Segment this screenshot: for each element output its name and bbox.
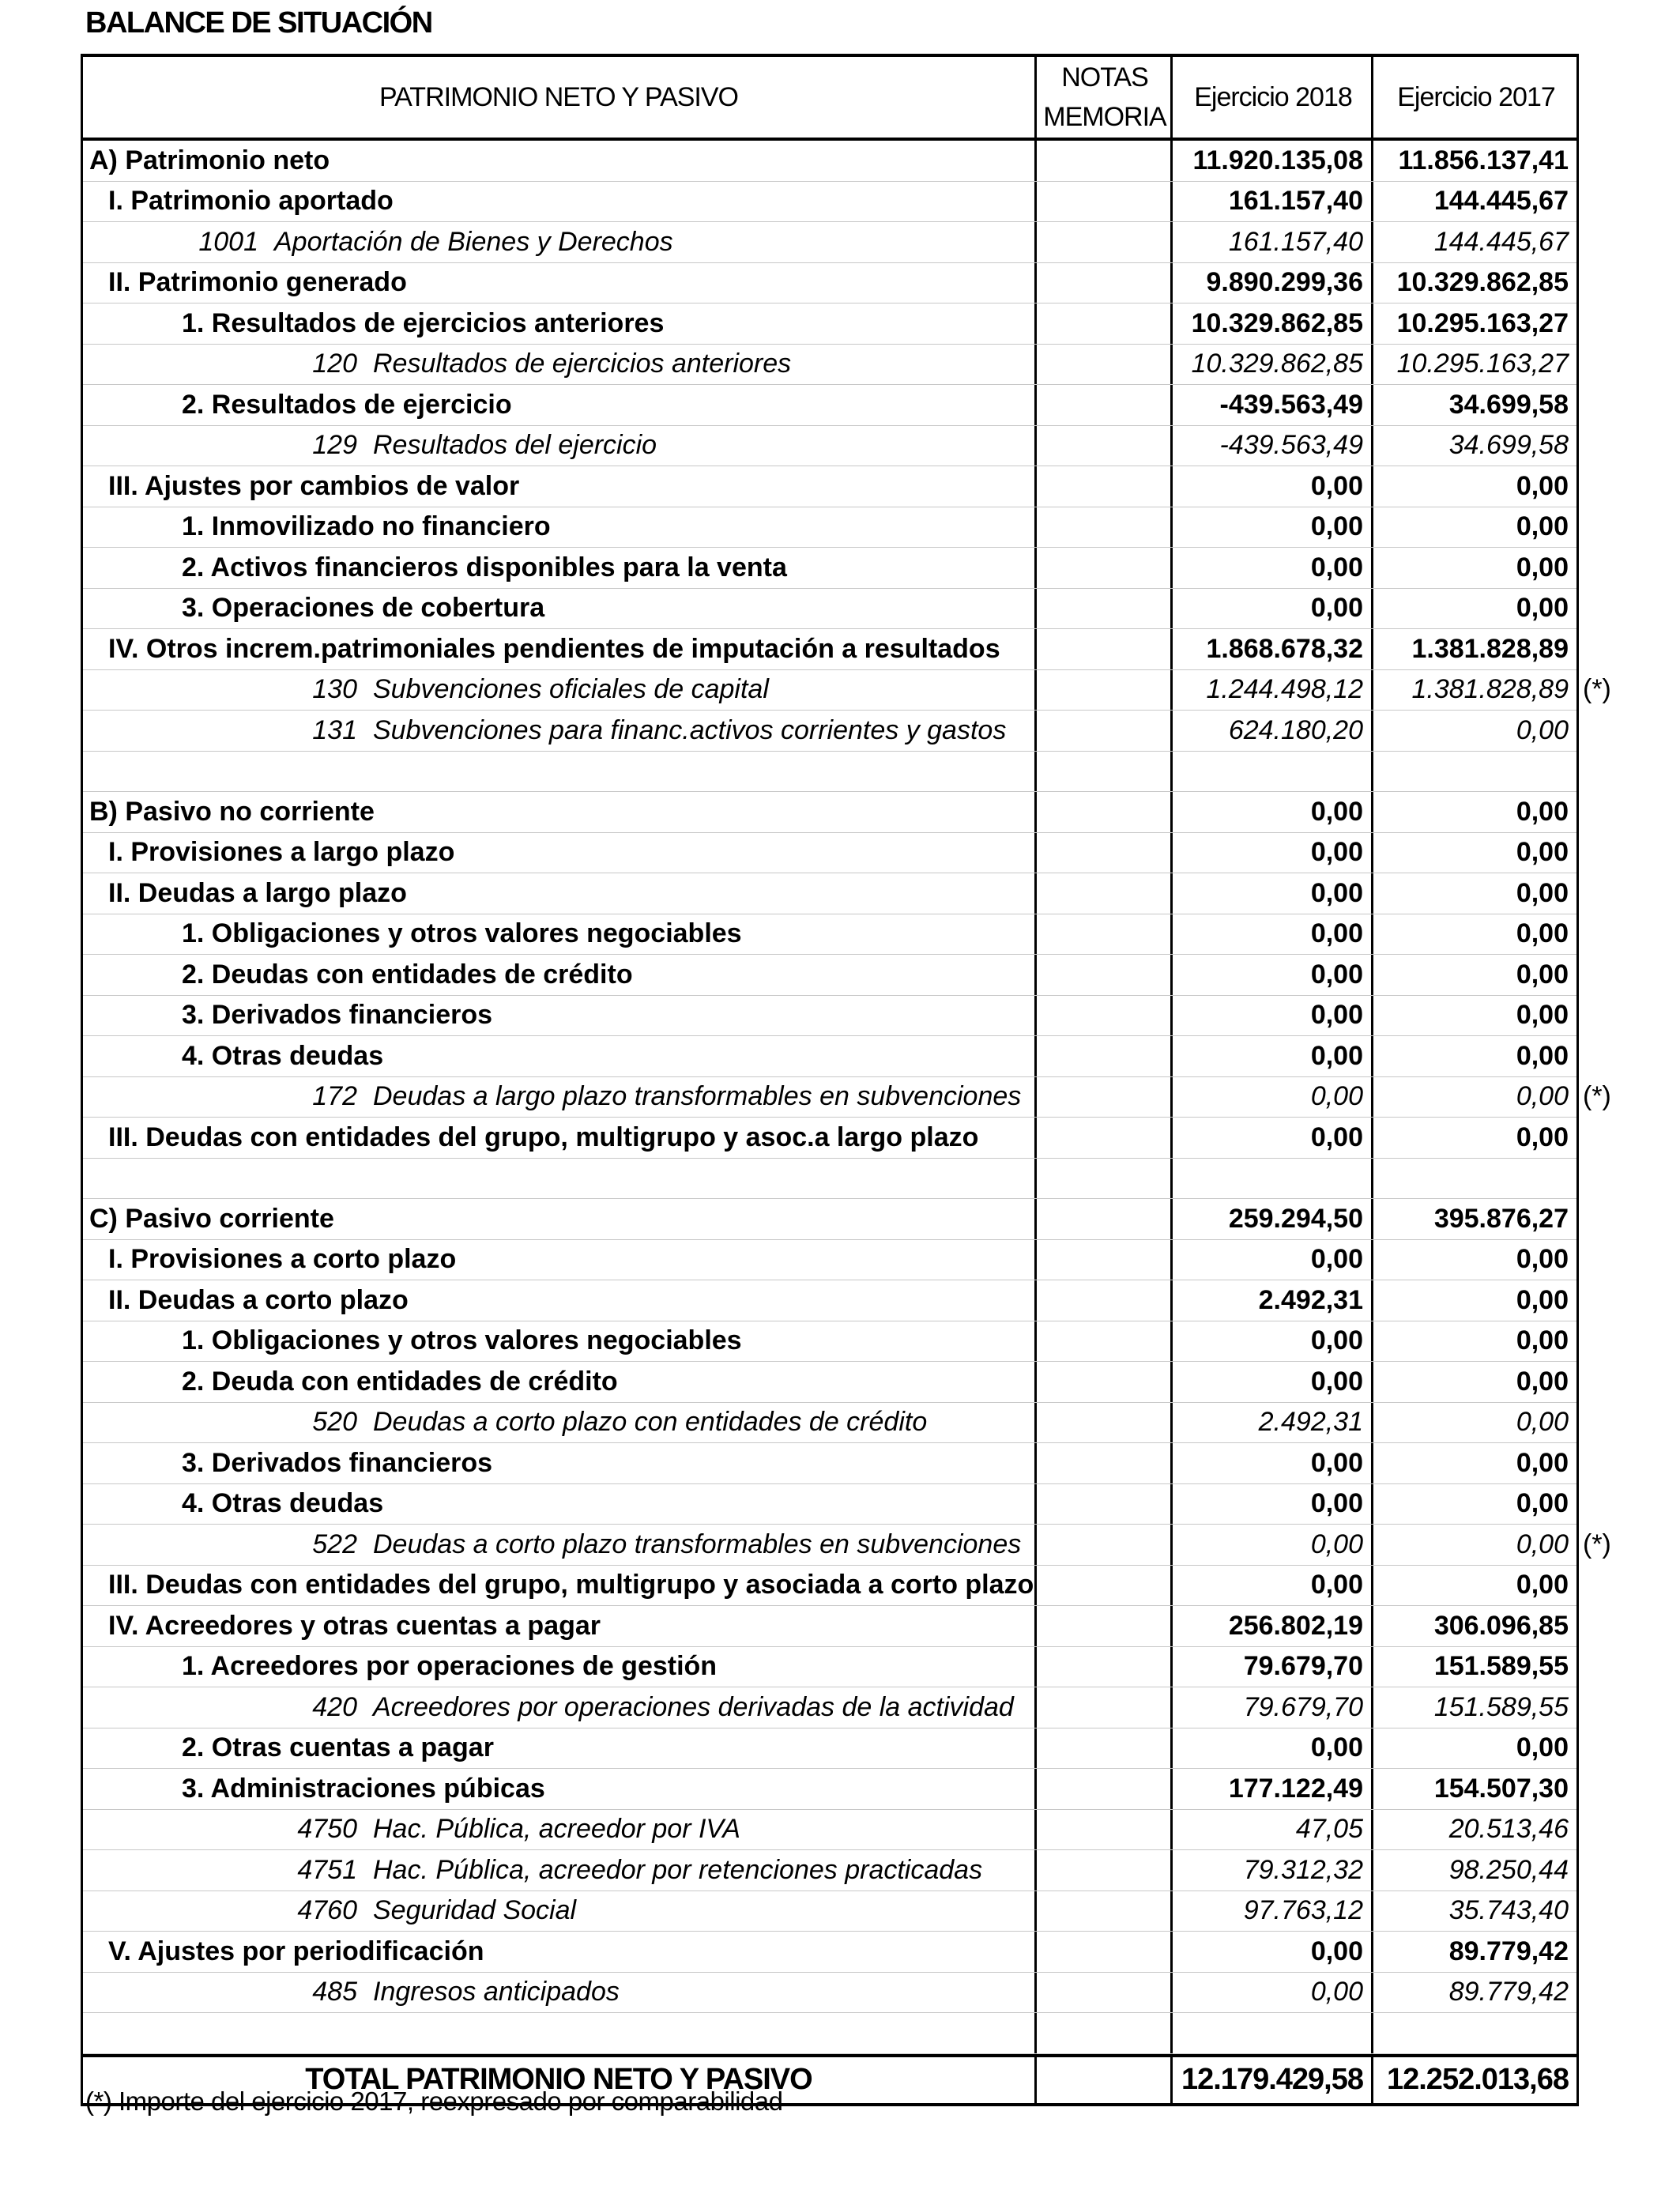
row-label: Hac. Pública, acreedor por IVA	[373, 1814, 740, 1845]
row-label: 2. Resultados de ejercicio	[182, 389, 512, 420]
row-label: III. Deudas con entidades del grupo, multigrupo y asoc.a largo plazo	[108, 1122, 979, 1152]
value-2017: 98.250,44	[1448, 1854, 1569, 1885]
account-code: 520	[312, 1407, 357, 1438]
table-row	[83, 833, 1576, 874]
table-row	[83, 1484, 1576, 1525]
value-2018: 0,00	[1310, 1732, 1363, 1763]
table-row	[83, 1769, 1576, 1810]
value-2018: 0,00	[1310, 1488, 1363, 1519]
header-ejercicio-2018: Ejercicio 2018	[1170, 57, 1373, 138]
table-row	[83, 548, 1576, 589]
row-label: 2. Otras cuentas a pagar	[182, 1732, 494, 1763]
table-row	[83, 955, 1576, 996]
value-2018: 11.920.135,08	[1192, 145, 1363, 175]
row-label: 3. Operaciones de cobertura	[182, 593, 545, 624]
balance-table	[81, 54, 1611, 2106]
value-2017: 0,00	[1516, 1488, 1569, 1519]
table-row	[83, 1443, 1576, 1484]
row-label: Hac. Pública, acreedor por retenciones practicadas	[373, 1854, 983, 1885]
value-2018: 0,00	[1310, 959, 1363, 990]
value-2018: 0,00	[1310, 796, 1363, 827]
table-row	[83, 1280, 1576, 1321]
row-label: IV. Acreedores y otras cuentas a pagar	[108, 1610, 601, 1641]
table-row	[83, 1036, 1576, 1077]
table-row	[83, 873, 1576, 914]
value-2018: 0,00	[1310, 877, 1363, 908]
table-row	[83, 589, 1576, 630]
row-label: I. Provisiones a largo plazo	[108, 837, 455, 868]
value-2018: 0,00	[1310, 1040, 1363, 1071]
document-title: BALANCE DE SITUACIÓN	[85, 6, 432, 40]
value-2018: 2.492,31	[1258, 1284, 1363, 1315]
value-2017: 0,00	[1516, 1081, 1569, 1112]
value-2017: 0,00	[1516, 959, 1569, 990]
total-2018: 12.179.429,58	[1181, 2063, 1363, 2096]
row-label: 1. Obligaciones y otros valores negociables	[182, 918, 742, 949]
row-label: V. Ajustes por periodificación	[108, 1936, 484, 1966]
table-row	[83, 1850, 1576, 1891]
table-row	[83, 1240, 1576, 1281]
row-label: 4. Otras deudas	[182, 1488, 384, 1519]
total-label: TOTAL PATRIMONIO NETO Y PASIVO	[305, 2063, 812, 2096]
value-2017: 0,00	[1516, 1040, 1569, 1071]
restated-note-marker: (*)	[1583, 1529, 1611, 1559]
restated-note-marker: (*)	[1583, 674, 1611, 705]
table-row	[83, 1973, 1576, 2014]
value-2018: 0,00	[1310, 1570, 1363, 1600]
header-ejercicio-2017: Ejercicio 2017	[1371, 57, 1579, 138]
value-2017: 1.381.828,89	[1411, 674, 1569, 705]
value-2017: 151.589,55	[1433, 1651, 1569, 1682]
row-label: I. Patrimonio aportado	[108, 186, 394, 217]
table-header	[83, 57, 1576, 141]
row-label: Deudas a corto plazo transformables en subvenciones	[373, 1529, 1022, 1559]
value-2017: 10.329.862,85	[1396, 267, 1569, 298]
row-label: II. Deudas a largo plazo	[108, 877, 407, 908]
row-label: C) Pasivo corriente	[89, 1203, 334, 1234]
value-2017: 151.589,55	[1433, 1691, 1569, 1722]
account-code: 522	[312, 1529, 357, 1559]
value-2018: 0,00	[1310, 837, 1363, 868]
row-label: Resultados del ejercicio	[373, 430, 657, 461]
value-2018: 0,00	[1310, 1244, 1363, 1275]
row-label: B) Pasivo no corriente	[89, 796, 375, 827]
row-label: 2. Activos financieros disponibles para la venta	[182, 552, 787, 582]
value-2017: 35.743,40	[1448, 1895, 1569, 1926]
header-notas-memoria	[1034, 57, 1173, 138]
table-row	[83, 996, 1576, 1037]
value-2018: 0,00	[1310, 1081, 1363, 1112]
value-2017: 0,00	[1516, 1366, 1569, 1397]
value-2018: 259.294,50	[1228, 1203, 1363, 1234]
value-2017: 0,00	[1516, 1732, 1569, 1763]
table-row	[83, 629, 1576, 670]
account-code: 129	[312, 430, 357, 461]
account-code: 120	[312, 349, 357, 379]
table-row	[83, 222, 1576, 263]
account-code: 4760	[297, 1895, 357, 1926]
account-code: 4750	[297, 1814, 357, 1845]
row-label: II. Deudas a corto plazo	[108, 1284, 409, 1315]
table-row	[83, 1199, 1576, 1240]
value-2018: 0,00	[1310, 593, 1363, 624]
value-2017: 0,00	[1516, 1000, 1569, 1031]
value-2017: 11.856.137,41	[1398, 145, 1569, 175]
table-row	[83, 426, 1576, 467]
table-row	[83, 1077, 1611, 1118]
header-patrimonio: PATRIMONIO NETO Y PASIVO	[379, 82, 738, 112]
row-label: III. Ajustes por cambios de valor	[108, 470, 520, 501]
value-2017: 0,00	[1516, 552, 1569, 582]
row-label: Subvenciones oficiales de capital	[373, 674, 769, 705]
value-2017: 0,00	[1516, 1284, 1569, 1315]
account-code: 4751	[297, 1854, 357, 1885]
value-2017: 395.876,27	[1433, 1203, 1569, 1234]
table-row	[83, 1810, 1576, 1851]
row-label: 2. Deuda con entidades de crédito	[182, 1366, 618, 1397]
value-2018: 0,00	[1310, 918, 1363, 949]
value-2018: 0,00	[1310, 1122, 1363, 1152]
value-2018: 0,00	[1310, 1325, 1363, 1356]
value-2017: 0,00	[1516, 837, 1569, 868]
footnote: (*) Importe del ejercicio 2017, reexpresado por comparabilidad	[85, 2087, 783, 2116]
table-row	[83, 1728, 1576, 1770]
row-label: 2. Deudas con entidades de crédito	[182, 959, 633, 990]
value-2017: 34.699,58	[1448, 389, 1569, 420]
value-2018: 1.868.678,32	[1206, 633, 1363, 664]
table-row	[83, 1687, 1576, 1728]
value-2018: 97.763,12	[1243, 1895, 1363, 1926]
row-label: 1. Acreedores por operaciones de gestión	[182, 1651, 718, 1682]
value-2018: 79.312,32	[1243, 1854, 1363, 1885]
table-row	[83, 466, 1576, 507]
value-2017: 0,00	[1516, 593, 1569, 624]
value-2018: 9.890.299,36	[1206, 267, 1363, 298]
row-label: A) Patrimonio neto	[89, 145, 330, 175]
table-row	[83, 345, 1576, 386]
total-2017: 12.252.013,68	[1386, 2063, 1569, 2096]
value-2017: 0,00	[1516, 1325, 1569, 1356]
value-2018: 0,00	[1310, 511, 1363, 542]
value-2018: 79.679,70	[1243, 1691, 1363, 1722]
row-label: Resultados de ejercicios anteriores	[373, 349, 792, 379]
row-label: Deudas a corto plazo con entidades de crédito	[373, 1407, 928, 1438]
table-row	[83, 1891, 1576, 1932]
account-code: 420	[312, 1691, 357, 1722]
account-code: 1001	[198, 226, 258, 257]
row-label: 1. Inmovilizado no financiero	[182, 511, 551, 542]
value-2018: 10.329.862,85	[1191, 349, 1363, 379]
table-row	[83, 1159, 1576, 1200]
value-2018: 0,00	[1310, 470, 1363, 501]
value-2017: 0,00	[1516, 796, 1569, 827]
value-2017: 0,00	[1516, 1122, 1569, 1152]
value-2017: 10.295.163,27	[1396, 349, 1569, 379]
value-2017: 10.295.163,27	[1396, 307, 1569, 338]
row-label: III. Deudas con entidades del grupo, multigrupo y asociada a corto plazo	[108, 1570, 1034, 1600]
row-label: Deudas a largo plazo transformables en subvenciones	[373, 1081, 1022, 1112]
table-body	[83, 141, 1611, 2054]
header-notas-line1: NOTAS	[1061, 62, 1148, 92]
value-2018: 161.157,40	[1228, 226, 1363, 257]
row-label: 1. Obligaciones y otros valores negociables	[182, 1325, 742, 1356]
row-label: IV. Otros increm.patrimoniales pendientes de imputación a resultados	[108, 633, 1000, 664]
value-2018: 161.157,40	[1228, 186, 1363, 217]
row-label: 3. Administraciones púbicas	[182, 1773, 545, 1804]
row-label: Acreedores por operaciones derivadas de la actividad	[373, 1691, 1014, 1722]
account-code: 131	[312, 714, 357, 745]
value-2017: 0,00	[1516, 918, 1569, 949]
value-2018: 10.329.862,85	[1191, 307, 1363, 338]
row-label: 4. Otras deudas	[182, 1040, 384, 1071]
table-row	[83, 1321, 1576, 1363]
value-2018: -439.563,49	[1219, 389, 1363, 420]
table-row	[83, 1118, 1576, 1159]
table-row	[83, 711, 1576, 752]
account-code: 172	[312, 1081, 357, 1112]
value-2017: 1.381.828,89	[1411, 633, 1569, 664]
value-2017: 34.699,58	[1448, 430, 1569, 461]
header-notas-line2: MEMORIA	[1043, 102, 1166, 132]
value-2018: 624.180,20	[1228, 714, 1363, 745]
table-row	[83, 1606, 1576, 1647]
row-label: Seguridad Social	[373, 1895, 577, 1926]
row-label: 1. Resultados de ejercicios anteriores	[182, 307, 665, 338]
value-2017: 306.096,85	[1433, 1610, 1569, 1641]
value-2017: 0,00	[1516, 1570, 1569, 1600]
row-label: 3. Derivados financieros	[182, 1447, 493, 1478]
value-2018: 0,00	[1310, 1000, 1363, 1031]
account-code: 485	[312, 1977, 357, 2007]
row-label: Ingresos anticipados	[373, 1977, 620, 2007]
table-row	[83, 752, 1576, 793]
value-2018: 256.802,19	[1228, 1610, 1363, 1641]
table-row	[83, 141, 1576, 182]
value-2018: 0,00	[1310, 552, 1363, 582]
table-row	[83, 792, 1576, 833]
table-row	[83, 914, 1576, 956]
value-2017: 0,00	[1516, 470, 1569, 501]
table-row	[83, 1647, 1576, 1688]
table-row	[83, 507, 1576, 548]
value-2017: 89.779,42	[1448, 1977, 1569, 2007]
table-row	[83, 2013, 1576, 2054]
value-2017: 0,00	[1516, 714, 1569, 745]
row-label: 3. Derivados financieros	[182, 1000, 493, 1031]
table-row	[83, 385, 1576, 426]
value-2017: 0,00	[1516, 1529, 1569, 1559]
value-2018: 177.122,49	[1228, 1773, 1363, 1804]
table-row	[83, 182, 1576, 223]
value-2018: 0,00	[1310, 1366, 1363, 1397]
value-2017: 20.513,46	[1448, 1814, 1569, 1845]
restated-note-marker: (*)	[1583, 1081, 1611, 1112]
table-row	[83, 1525, 1611, 1566]
value-2018: 2.492,31	[1258, 1407, 1363, 1438]
table-row	[83, 263, 1576, 304]
value-2018: 0,00	[1310, 1936, 1363, 1966]
value-2017: 0,00	[1516, 1244, 1569, 1275]
row-label: Aportación de Bienes y Derechos	[274, 226, 673, 257]
value-2018: 47,05	[1295, 1814, 1363, 1845]
row-label: I. Provisiones a corto plazo	[108, 1244, 457, 1275]
value-2017: 144.445,67	[1433, 186, 1569, 217]
value-2017: 89.779,42	[1448, 1936, 1569, 1966]
account-code: 130	[312, 674, 357, 705]
value-2017: 154.507,30	[1433, 1773, 1569, 1804]
value-2017: 144.445,67	[1433, 226, 1569, 257]
value-2018: 79.679,70	[1243, 1651, 1363, 1682]
table-row	[83, 1932, 1576, 1973]
value-2018: 0,00	[1310, 1529, 1363, 1559]
row-label: II. Patrimonio generado	[108, 267, 407, 298]
value-2017: 0,00	[1516, 511, 1569, 542]
row-label: Subvenciones para financ.activos corrientes y gastos	[373, 714, 1007, 745]
value-2018: 0,00	[1310, 1447, 1363, 1478]
value-2017: 0,00	[1516, 877, 1569, 908]
table-row	[83, 303, 1576, 345]
table-row	[83, 1403, 1576, 1444]
table-row	[83, 1566, 1576, 1607]
value-2018: -439.563,49	[1219, 430, 1363, 461]
value-2017: 0,00	[1516, 1407, 1569, 1438]
value-2018: 0,00	[1310, 1977, 1363, 2007]
value-2018: 1.244.498,12	[1206, 674, 1363, 705]
table-row	[83, 670, 1611, 711]
table-row	[83, 1362, 1576, 1403]
value-2017: 0,00	[1516, 1447, 1569, 1478]
